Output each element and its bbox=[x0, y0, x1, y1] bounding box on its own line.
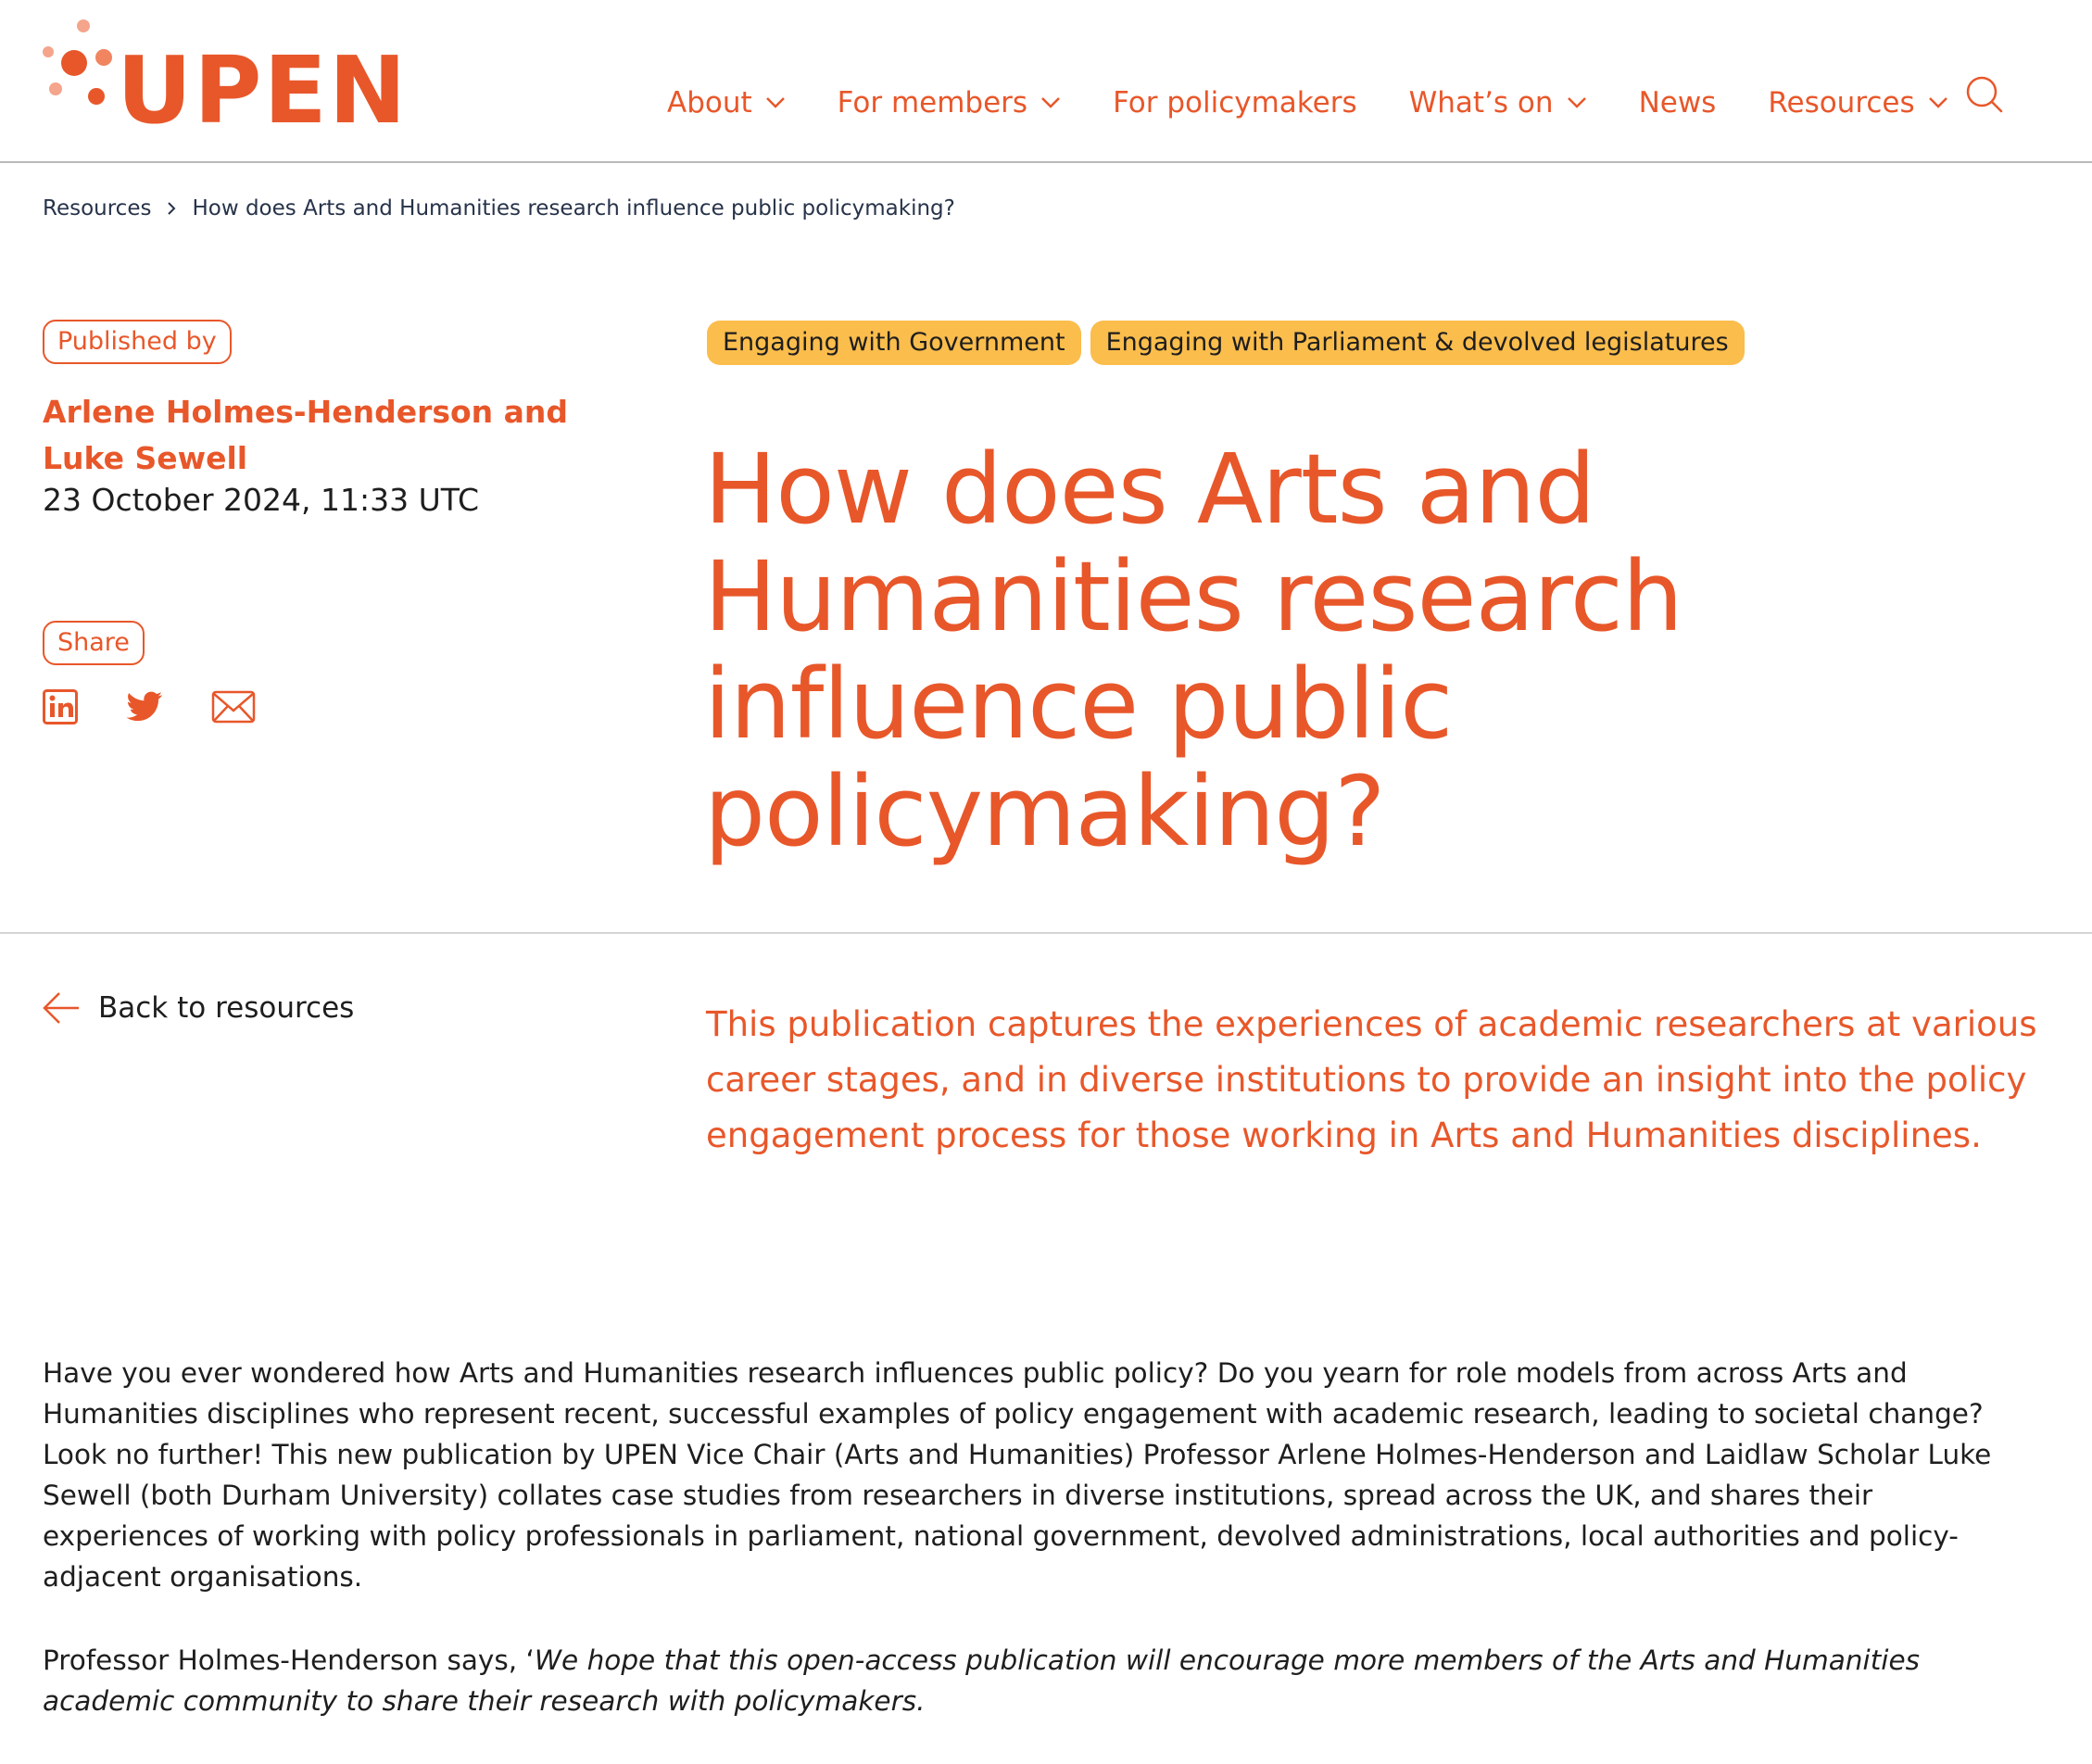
twitter-icon bbox=[126, 691, 163, 723]
topic-tags bbox=[707, 321, 1754, 365]
quote-text: We hope that this open-access publication will encourage more members of the Arts and Humanities academic community to share their research with policymakers. bbox=[43, 1644, 1920, 1717]
share-icons bbox=[43, 689, 304, 728]
body-paragraph bbox=[43, 1640, 2016, 1721]
published-by-label: Published by bbox=[43, 320, 232, 364]
tag-engaging-with-government[interactable]: Engaging with Government bbox=[707, 321, 1081, 365]
back-to-resources-label: Back to resources bbox=[98, 991, 355, 1025]
nav-resources-label: Resources bbox=[1768, 86, 1915, 120]
logo-wordmark: UPEN bbox=[117, 36, 409, 145]
chevron-down-icon bbox=[765, 96, 786, 109]
search-button[interactable] bbox=[1964, 74, 2010, 120]
site-header bbox=[0, 0, 2092, 163]
share-email-button[interactable] bbox=[211, 690, 256, 727]
nav-whats-on-label: What’s on bbox=[1408, 86, 1554, 120]
nav-for-members[interactable] bbox=[838, 86, 1061, 120]
breadcrumb bbox=[43, 196, 955, 220]
arrow-left-icon bbox=[43, 991, 80, 1025]
linkedin-icon bbox=[43, 689, 78, 724]
chevron-down-icon bbox=[1040, 96, 1061, 109]
nav-about-label: About bbox=[667, 86, 752, 120]
quote-intro: Professor Holmes-Henderson says, ‘ bbox=[43, 1644, 535, 1676]
breadcrumb-resources[interactable]: Resources bbox=[43, 196, 152, 220]
nav-for-members-label: For members bbox=[837, 86, 1028, 120]
page-title: How does Arts and Humanities research influence public policymaking? bbox=[704, 433, 1682, 868]
back-to-resources-link[interactable] bbox=[43, 991, 354, 1025]
article-lede: This publication captures the experiences of academic researchers at various career stages, and in diverse institutions to provide an insight into the policy engagement process for those working in Arts and Humanities disciplines. bbox=[706, 1004, 2037, 1155]
email-icon bbox=[211, 690, 256, 724]
section-divider bbox=[0, 932, 2092, 934]
article-body bbox=[43, 1353, 2016, 1764]
author-names: Arlene Holmes-Henderson and Luke Sewell bbox=[43, 394, 569, 476]
upen-logo[interactable] bbox=[37, 17, 409, 145]
nav-for-policymakers-label: For policymakers bbox=[1113, 86, 1357, 120]
share-linkedin-button[interactable] bbox=[43, 689, 78, 728]
nav-news-label: News bbox=[1638, 86, 1717, 120]
logo-dots-icon bbox=[37, 17, 120, 119]
body-paragraph: Have you ever wondered how Arts and Humanities research influences public policy? Do you yearn for role models from across Arts and Humanities disciplines who represent recent, successful examples of policy engagement with academic research, leading to societal change? Look no further! This new publication by UPEN Vice Chair (Arts and Humanities) Professor Arlene Holmes-Henderson and Laidlaw Scholar Luke Sewell (both Durham University) collates case studies from researchers in diverse institutions, spread across the UK, and shares their experiences of working with policy professionals in parliament, national government, devolved administrations, local authorities and policy-adjacent organisations. bbox=[43, 1357, 1992, 1593]
nav-news[interactable] bbox=[1639, 86, 1717, 120]
breadcrumb-current: How does Arts and Humanities research influence public policymaking? bbox=[192, 196, 955, 220]
nav-about[interactable] bbox=[667, 86, 786, 120]
nav-resources[interactable] bbox=[1768, 86, 1947, 120]
chevron-down-icon bbox=[1567, 96, 1587, 109]
search-icon bbox=[1964, 74, 2005, 115]
main-nav bbox=[667, 82, 2000, 124]
nav-whats-on[interactable] bbox=[1409, 86, 1587, 120]
nav-for-policymakers[interactable] bbox=[1113, 86, 1357, 120]
share-twitter-button[interactable] bbox=[126, 691, 163, 726]
chevron-down-icon bbox=[1928, 96, 1948, 109]
share-label: Share bbox=[43, 621, 145, 665]
publish-date: 23 October 2024, 11:33 UTC bbox=[43, 482, 480, 518]
tag-engaging-with-parliament[interactable]: Engaging with Parliament & devolved legislatures bbox=[1090, 321, 1745, 365]
chevron-right-icon bbox=[166, 201, 177, 216]
